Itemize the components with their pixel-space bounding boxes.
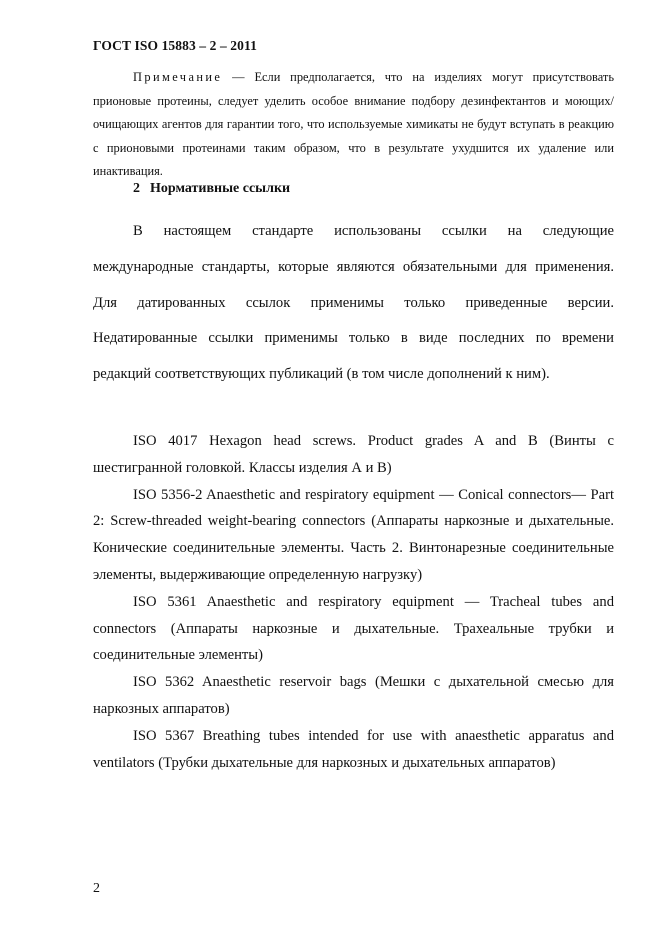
- reference-item: ISO 5361 Anaesthetic and respiratory equipment — Tracheal tubes and connectors (Аппараты наркозные и дыхательные. Трахеальные трубки и соединительные элементы): [93, 593, 614, 664]
- reference-item: ISO 5356-2 Anaesthetic and respiratory equipment — Conical connectors— Part 2: Screw-threaded weight-bearing connectors (Аппараты наркозные и дыхательные. Конические соединительные элементы. Часть 2. Винтонарезные соединительные элементы, выдерживающие определенную нагрузку): [93, 486, 614, 583]
- note-block: [93, 66, 614, 184]
- references-list: [93, 428, 614, 776]
- reference-item: ISO 4017 Hexagon head screws. Product grades A and B (Винты с шестигранной головкой. Классы изделия А и В): [93, 433, 614, 476]
- note-paragraph: [93, 66, 614, 184]
- document-header: ГОСТ ISO 15883 – 2 – 2011: [93, 38, 257, 53]
- reference-item: ISO 5367 Breathing tubes intended for use with anaesthetic apparatus and ventilators (Трубки дыхательные для наркозных и дыхательных аппаратов): [93, 727, 614, 771]
- page-number: 2: [93, 881, 100, 896]
- intro-block: [93, 214, 614, 393]
- note-text: Если предполагается, что на изделиях могут присутствовать прионовые протеины, следует уделить особое внимание подбору дезинфектантов и моющих/очищающих агентов для гарантии того, что используемые химикаты не будут вступать в реакцию с прионовыми протеинами таким образом, что в результате ухудшится их удаление или инактивация.: [93, 70, 614, 179]
- section-title: Нормативные ссылки: [150, 181, 291, 196]
- intro-paragraph: В настоящем стандарте использованы ссылки на следующие международные стандарты, которые являются обязательными для применения. Для датированных ссылок применимы только приведенные версии. Недатированные ссылки применимы только в виде последних по времени редакций соответствующих публикаций (в том числе дополнений к ним).: [93, 223, 614, 383]
- note-label: Примечание: [133, 70, 223, 84]
- note-dash: —: [222, 70, 255, 84]
- reference-item: ISO 5362 Anaesthetic reservoir bags (Мешки с дыхательной смесью для наркозных аппаратов): [93, 674, 614, 717]
- section-number: 2: [133, 181, 140, 196]
- section-heading: [133, 181, 290, 197]
